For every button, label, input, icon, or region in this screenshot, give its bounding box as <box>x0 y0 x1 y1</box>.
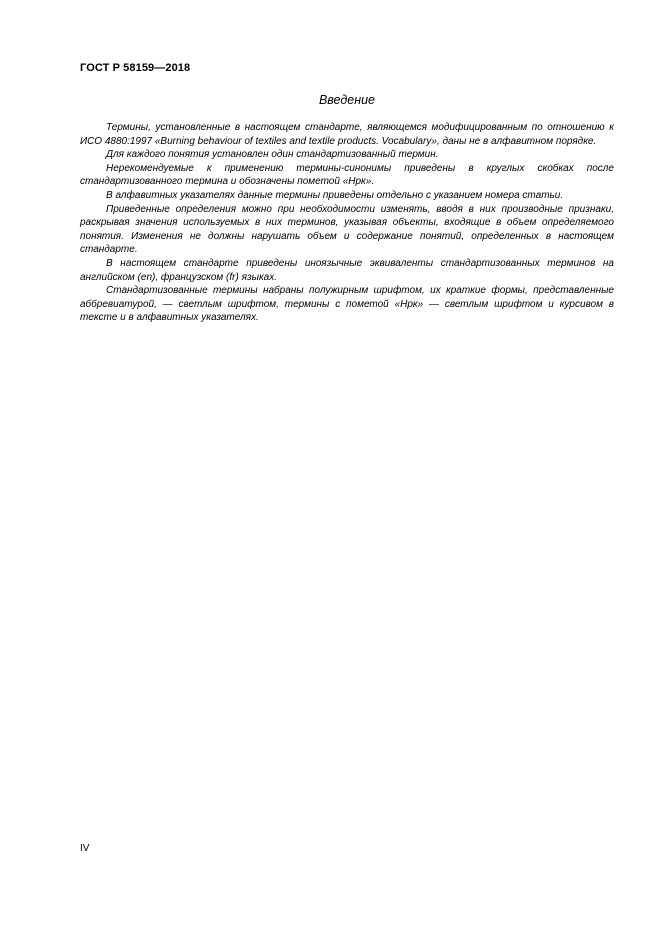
paragraph-typography: Стандартизованные термины набраны полужирным шрифтом, их краткие формы, представленные аббревиатурой, — светлым шрифтом, термины с пометой «Нрк» — светлым шрифтом и курсивом в тексте и в алфавитных указателях. <box>80 285 614 324</box>
paragraph-definitions: Приведенные определения можно при необходимости изменять, вводя в них производные признаки, раскрывая значения используемых в них терминов, указывая объекты, входящие в объем определяемого понятия. Изменения не должны нарушать объем и содержание понятий, определенных в настоящем стандарте. <box>80 203 614 256</box>
page-number: IV <box>80 843 90 854</box>
introduction-body <box>80 121 614 325</box>
paragraph-synonyms: Нерекомендуемые к применению термины-синонимы приведены в круглых скобках после стандартизованного термина и обозначены пометой «Нрк». <box>80 162 614 188</box>
paragraph-foreign-equivalents: В настоящем стандарте приведены иноязычные эквиваленты стандартизованных терминов на английском (en), французском (fr) языках. <box>80 257 614 283</box>
paragraph-index: В алфавитных указателях данные термины приведены отдельно с указанием номера статьи. <box>106 189 564 201</box>
document-code: ГОСТ Р 58159—2018 <box>80 62 191 74</box>
paragraph-modification: Термины, установленные в настоящем стандарте, являющемся модифицированным по отношению к ИСО 4880:1997 «Burning behaviour of textiles and textile products. Vocabulary», даны не в алфавитном порядке. <box>80 122 614 147</box>
paragraph-single-term: Для каждого понятия установлен один стандартизованный термин. <box>106 149 439 161</box>
section-title: Введение <box>318 93 376 107</box>
